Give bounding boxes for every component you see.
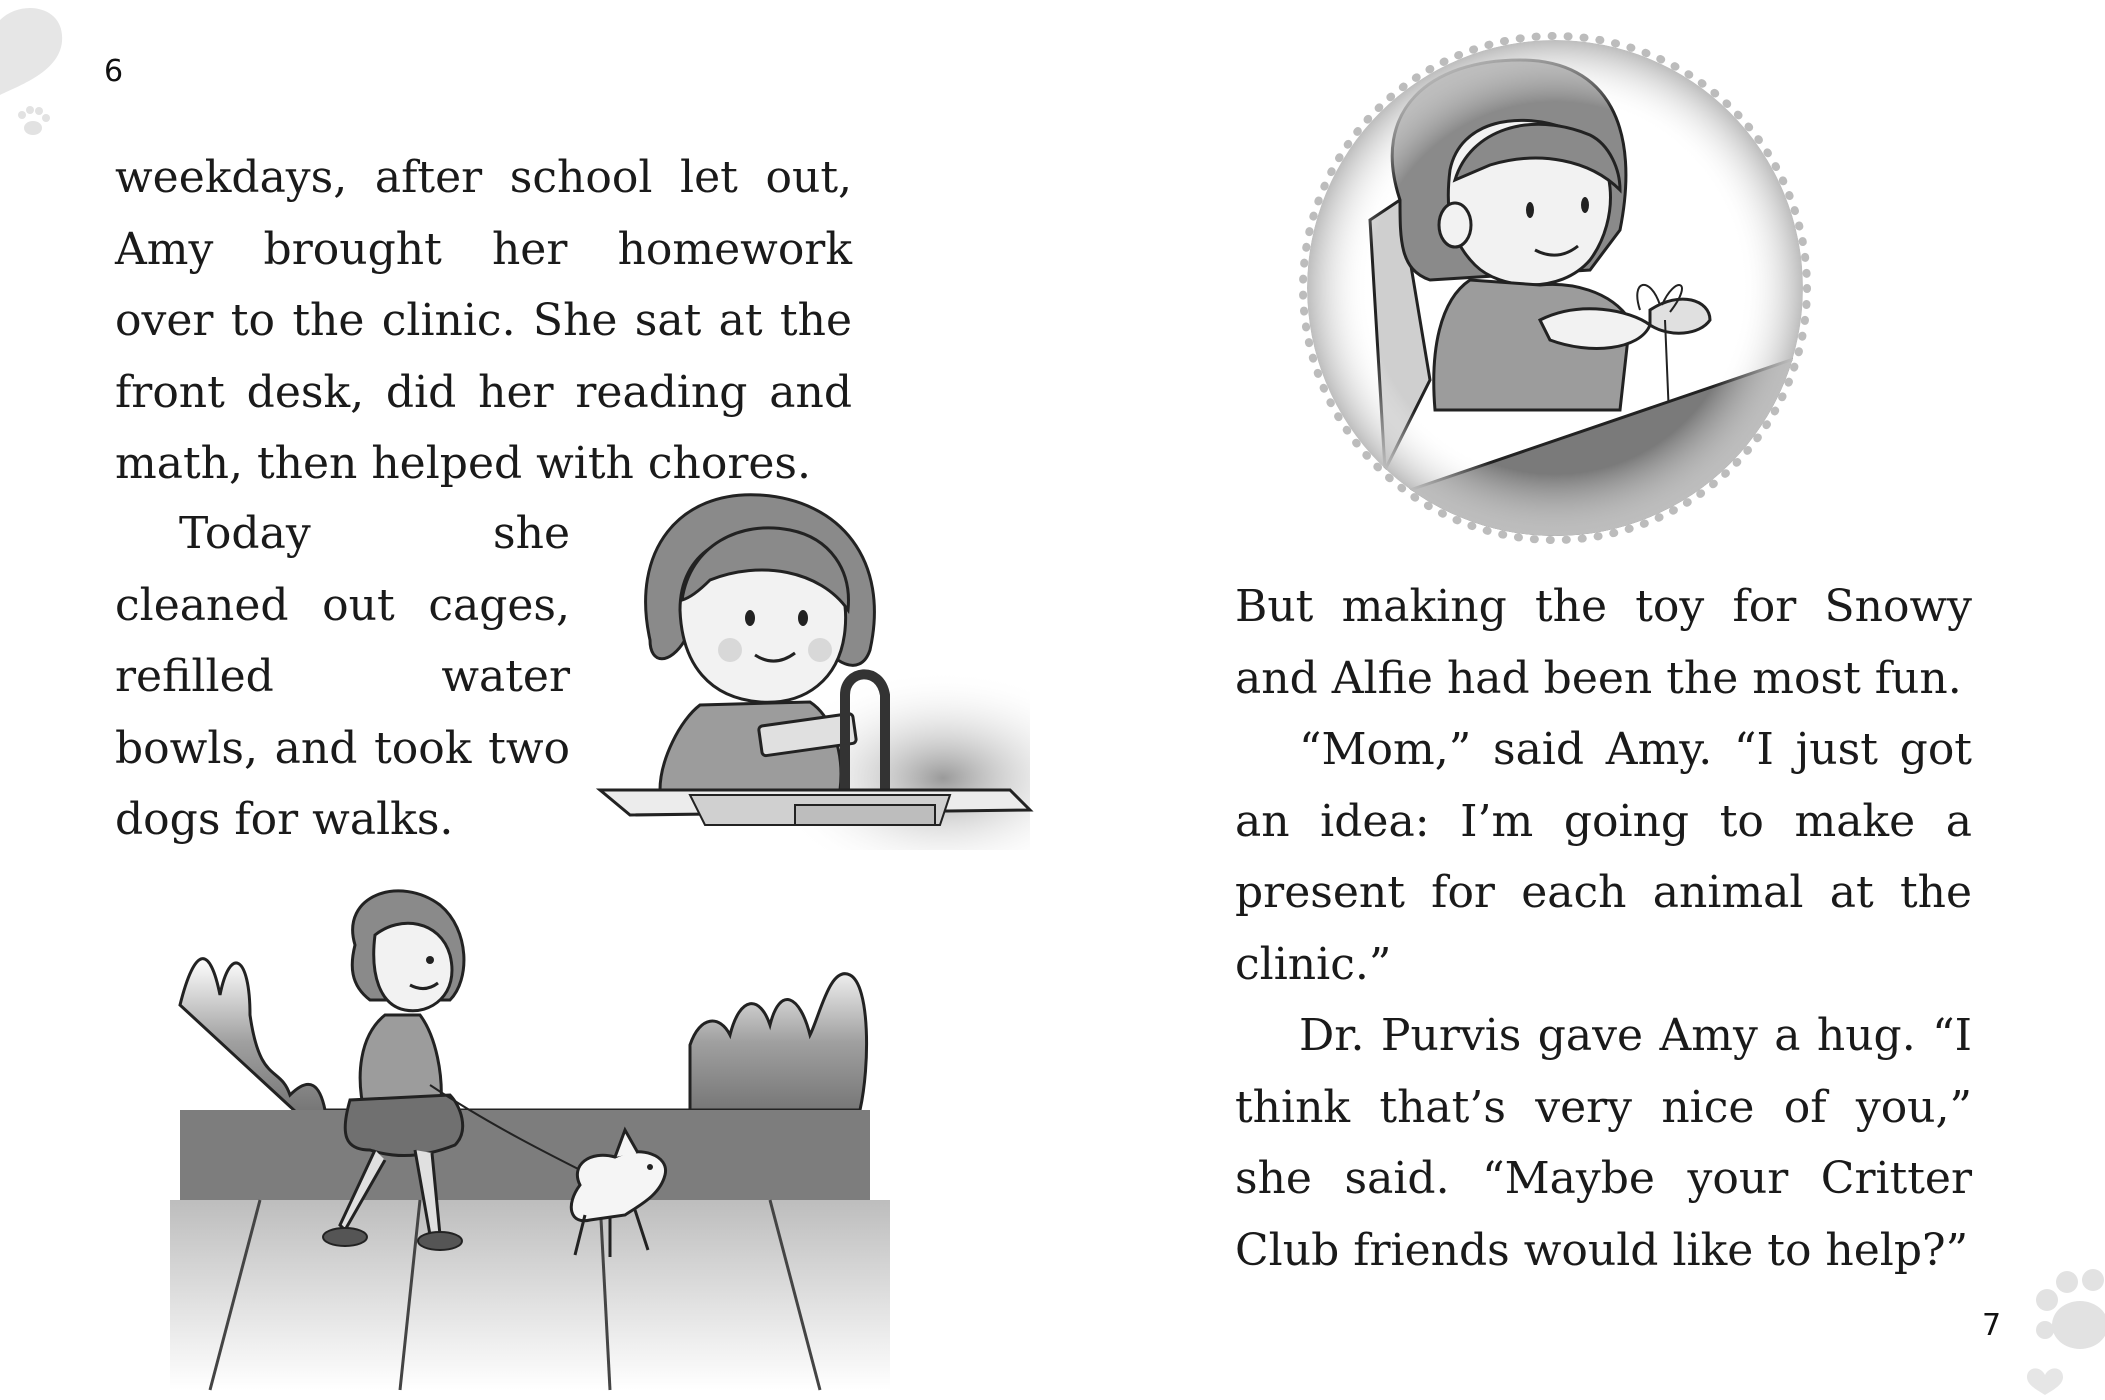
girl-walking-dog-illustration [170, 885, 890, 1390]
left-paragraph-1-text: weekdays, after school let out, Amy brought her homework over to the clinic. She sat at the front desk, did her reading and math, then helped with chores. [115, 152, 852, 489]
left-page [0, 0, 1050, 1400]
right-page [1050, 0, 2105, 1400]
left-paragraph-2-text: Today she cleaned out cages, refilled water bowls, and took two dogs for walks. [115, 508, 570, 845]
right-paragraph-3-text: Dr. Purvis gave Amy a hug. “I think that’s very nice of you,” she said. “Maybe your Critter Club friends would like to help?” [1235, 1010, 1972, 1276]
left-paragraph-1 [115, 142, 852, 500]
paw-heart-decoration-icon [2005, 1270, 2105, 1400]
right-text-column [1235, 571, 1972, 1286]
right-paragraph-2-text: “Mom,” said Amy. “I just got an idea: I’m going to make a present for each animal at the clinic.” [1235, 724, 1972, 990]
girl-washing-bowl-illustration [590, 490, 1030, 870]
page-number-left: 6 [104, 54, 124, 89]
right-paragraph-1-text: But making the toy for Snowy and Alfie had been the most fun. [1235, 581, 1972, 704]
page-number-right: 7 [1982, 1308, 2002, 1343]
heart-paw-decoration-icon [0, 0, 100, 150]
girl-making-toy-illustration [1290, 20, 1820, 560]
left-paragraph-2 [115, 498, 570, 856]
